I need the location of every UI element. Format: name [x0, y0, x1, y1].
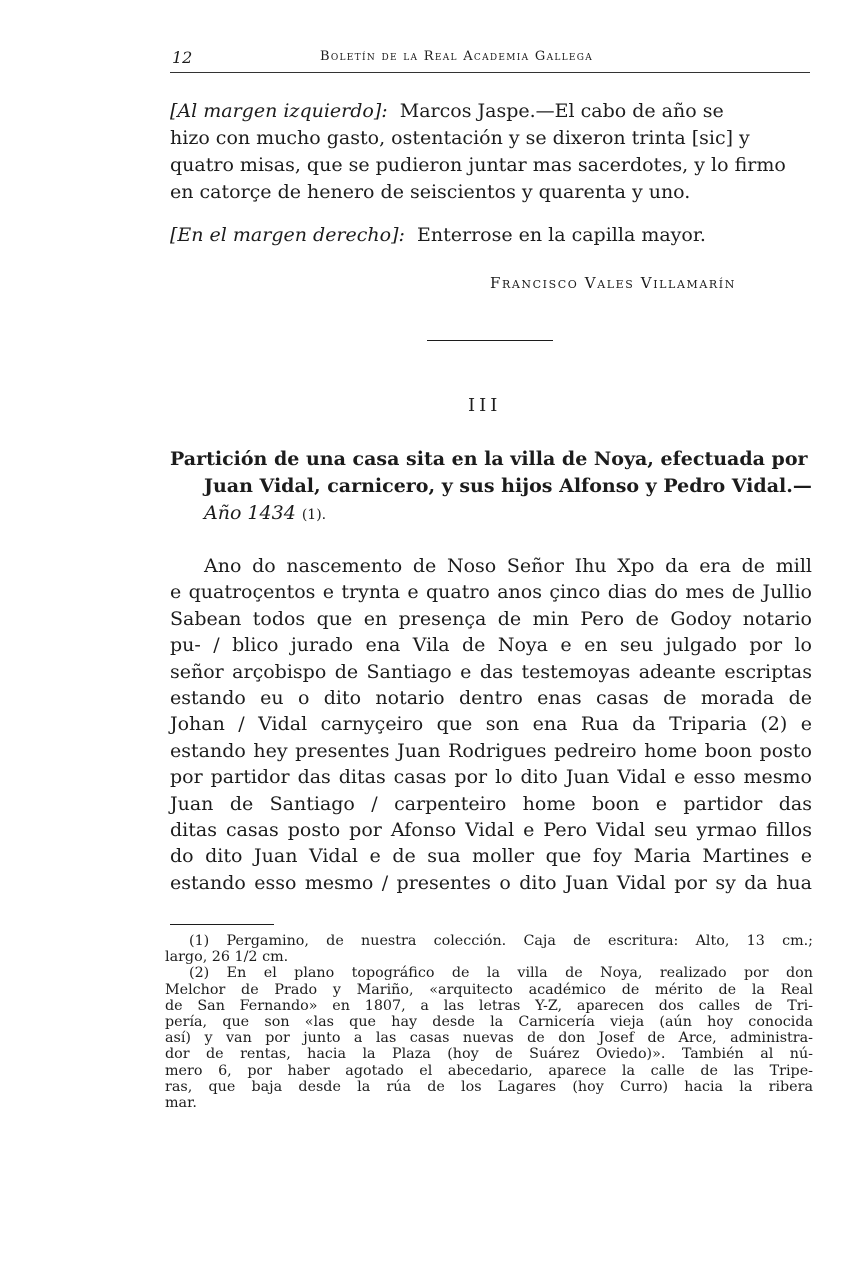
- body-line: Johan / Vidal carnyçeiro que son ena Rua da Triparia (2) e: [170, 713, 812, 736]
- page-number: 12: [172, 48, 193, 67]
- page-header: [170, 48, 810, 73]
- body-line: estando hey presentes Juan Rodrigues pedreiro home boon posto: [170, 739, 812, 762]
- body-line: e quatroçentos e trynta e quatro anos çinco dias do mes de Jullio: [170, 581, 812, 604]
- title-line: Partición de una casa sita en la villa de Noya, efectuada por: [170, 448, 808, 470]
- footnote-2-line: mar.: [165, 1095, 197, 1112]
- footnote-2-line: (2) En el plano topográfico de la villa de Noya, realizado por don: [189, 965, 813, 982]
- margin-note-right: [En el margen derecho]:: [170, 224, 405, 246]
- body-line: por partidor das ditas casas por lo dito Juan Vidal e esso mesmo: [170, 766, 812, 789]
- title-line: Juan Vidal, carnicero, y sus hijos Alfonso y Pedro Vidal.—: [204, 475, 812, 497]
- footnote-divider: [170, 924, 274, 925]
- paragraph-line: Enterrose en la capilla mayor.: [417, 224, 706, 246]
- footnote-2-line: Melchor de Prado y Mariño, «arquitecto académico de mérito de la Real: [165, 981, 813, 998]
- body-line: estando esso mesmo / presentes o dito Juan Vidal por sy da hua: [170, 871, 812, 894]
- author-signature: Francisco Vales Villamarín: [490, 274, 736, 292]
- footnote-1-line: (1) Pergamino, de nuestra colección. Caja de escritura: Alto, 13 cm.;: [189, 933, 813, 949]
- running-head: Boletín de la Real Academia Gallega: [320, 49, 594, 64]
- body-line: Juan de Santiago / carpenteiro home boon e partidor das: [170, 792, 812, 815]
- footnote-2-line: pería, que son «las que hay desde la Carnicería vieja (aún hoy conocida: [165, 1014, 813, 1031]
- paragraph-line: Marcos Jaspe.—El cabo de año se: [399, 100, 724, 122]
- paragraph-line: en catorçe de henero de seiscientos y quarenta y uno.: [170, 181, 691, 203]
- paragraph-margin-note-right: [170, 222, 812, 249]
- footnote-2-line: mero 6, por haber agotado el abecedario, aparece la calle de las Tripe-: [165, 1062, 813, 1079]
- footnote-1-line: largo, 26 1/2 cm.: [165, 949, 289, 966]
- title-year-line: [170, 500, 812, 529]
- body-line: ditas casas posto por Afonso Vidal e Pero Vidal seu yrmao fillos: [170, 818, 812, 841]
- body-line: pu- / blico jurado ena Vila de Noya e en seu julgado por lo: [170, 634, 812, 657]
- document-transcription: [170, 553, 812, 896]
- body-line: estando eu o dito notario dentro enas casas de morada de: [170, 686, 812, 709]
- paragraph-line: hizo con mucho gasto, ostentación y se dixeron trinta [sic] y: [170, 127, 750, 149]
- footnote-2-line: dor de rentas, hacia la Plaza (hoy de Suárez Oviedo)». También al nú-: [165, 1046, 813, 1063]
- footnote-ref: (1).: [301, 507, 327, 523]
- footnotes: [165, 933, 813, 1111]
- margin-note-left: [Al margen izquierdo]:: [170, 100, 388, 122]
- footnote-2-line: ras, que baja desde la rúa de los Lagares (hoy Curro) hacia la ribera: [165, 1078, 813, 1095]
- section-number: III: [468, 395, 502, 416]
- paragraph-margin-note-left: [170, 98, 812, 206]
- section-title: [170, 446, 812, 529]
- title-year: Año 1434: [204, 502, 296, 524]
- paragraph-line: quatro misas, que se pudieron juntar mas sacerdotes, y lo firmo: [170, 154, 786, 176]
- body-line: do dito Juan Vidal e de sua moller que foy Maria Martines e: [170, 845, 812, 868]
- section-divider: [427, 340, 553, 341]
- body-line: Ano do nascemento de Noso Señor Ihu Xpo da era de mill: [204, 555, 812, 577]
- footnote-2-line: así) y van por junto a las casas nuevas de don Josef de Arce, administra-: [165, 1030, 813, 1047]
- footnote-2-line: de San Fernando» en 1807, a las letras Y-Z, aparecen dos calles de Tri-: [165, 997, 813, 1014]
- body-line: señor arçobispo de Santiago e das testemoyas adeante escriptas: [170, 660, 812, 683]
- body-line: Sabean todos que en presença de min Pero de Godoy notario: [170, 607, 812, 630]
